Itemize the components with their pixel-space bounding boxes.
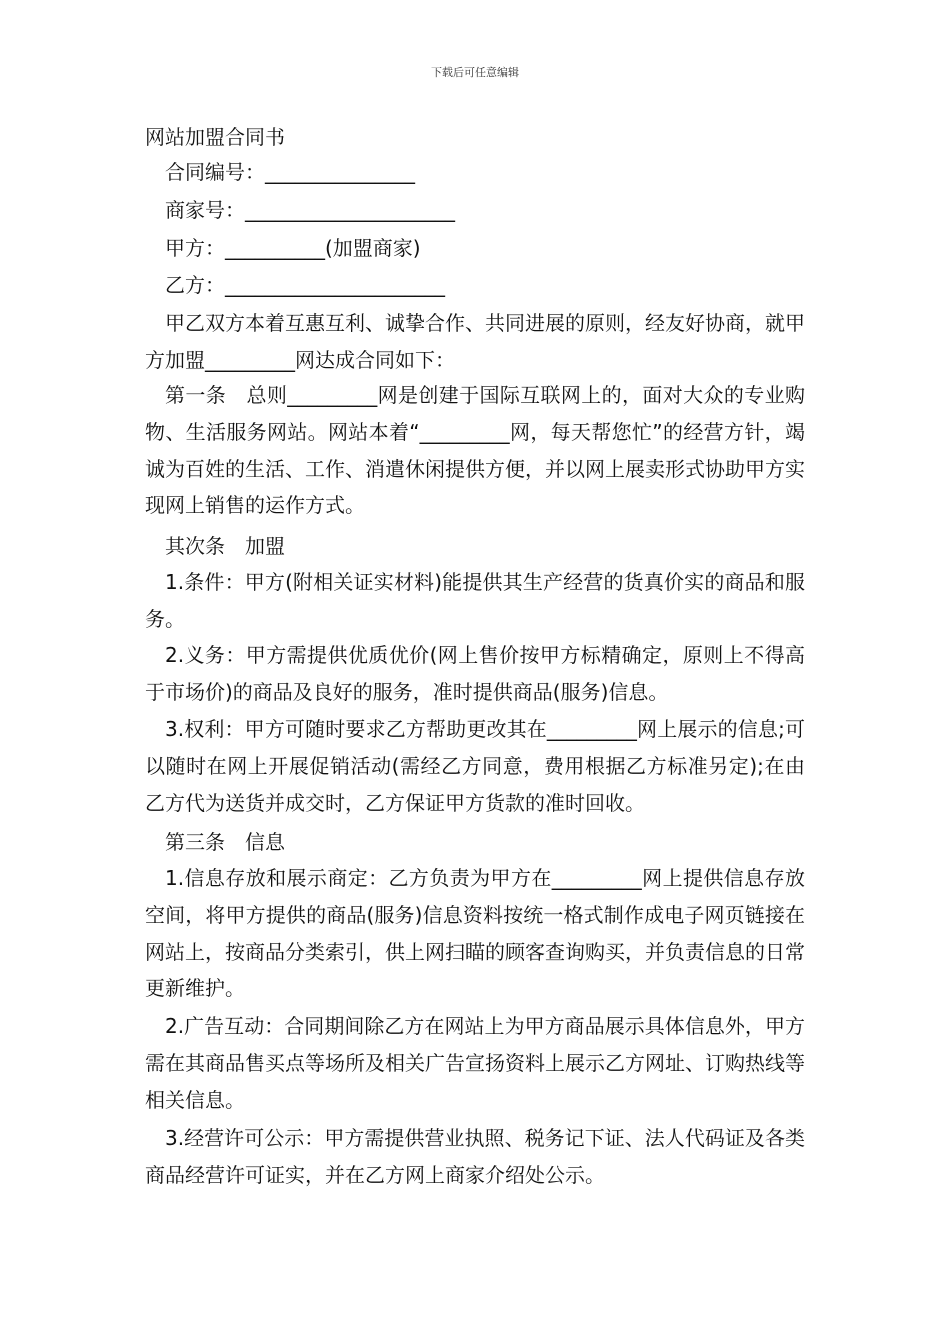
document-title: 网站加盟合同书 [145,125,285,149]
article-1-general: 第一条 总则_________网是创建于国际互联网上的，面对大众的专业购物、生活服务网站。网站本着“_________网，每天帮您忙”的经营方针，竭诚为百姓的生活、工作、消遣休闲提供方便，并以网上展卖形式协助甲方实现网上销售的运作方式。 [145,383,805,518]
article-2-item-rights: 3.权利：甲方可随时要求乙方帮助更改其在_________网上展示的信息;可以随时在网上开展促销活动(需经乙方同意，费用根据乙方标准另定);在由乙方代为送货并成交时，乙方保证甲方货款的准时回收。 [145,717,805,815]
article-2-item-conditions: 1.条件：甲方(附相关证实材料)能提供其生产经营的货真价实的商品和服务。 [145,570,805,631]
preamble-paragraph: 甲乙双方本着互惠互利、诚挚合作、共同进展的原则，经友好协商，就甲方加盟_________网达成合同如下： [145,311,805,372]
party-a-field: 甲方：__________(加盟商家) [165,236,421,260]
contract-number-field: 合同编号：_______________ [165,160,415,184]
article-2-heading: 其次条 加盟 [165,534,285,558]
page-header-note: 下载后可任意编辑 [431,66,519,79]
article-2-item-obligations: 2.义务：甲方需提供优质优价(网上售价按甲方标精确定，原则上不得高于市场价)的商品及良好的服务，准时提供商品(服务)信息。 [145,643,805,704]
article-3-heading: 第三条 信息 [165,830,285,854]
article-3-item-license-disclosure: 3.经营许可公示：甲方需提供营业执照、税务记下证、法人代码证及各类商品经营许可证实，并在乙方网上商家介绍处公示。 [145,1126,805,1187]
article-3-item-info-storage: 1.信息存放和展示商定：乙方负责为甲方在_________网上提供信息存放空间，将甲方提供的商品(服务)信息资料按统一格式制作成电子网页链接在网站上，按商品分类索引，供上网扫瞄的顾客查询购买，并负责信息的日常更新维护。 [145,866,805,1001]
party-b-field: 乙方：______________________ [165,273,445,297]
merchant-number-field: 商家号：_____________________ [165,198,455,222]
article-3-item-ad-interaction: 2.广告互动：合同期间除乙方在网站上为甲方商品展示具体信息外，甲方需在其商品售买点等场所及相关广告宣扬资料上展示乙方网址、订购热线等相关信息。 [145,1014,805,1112]
